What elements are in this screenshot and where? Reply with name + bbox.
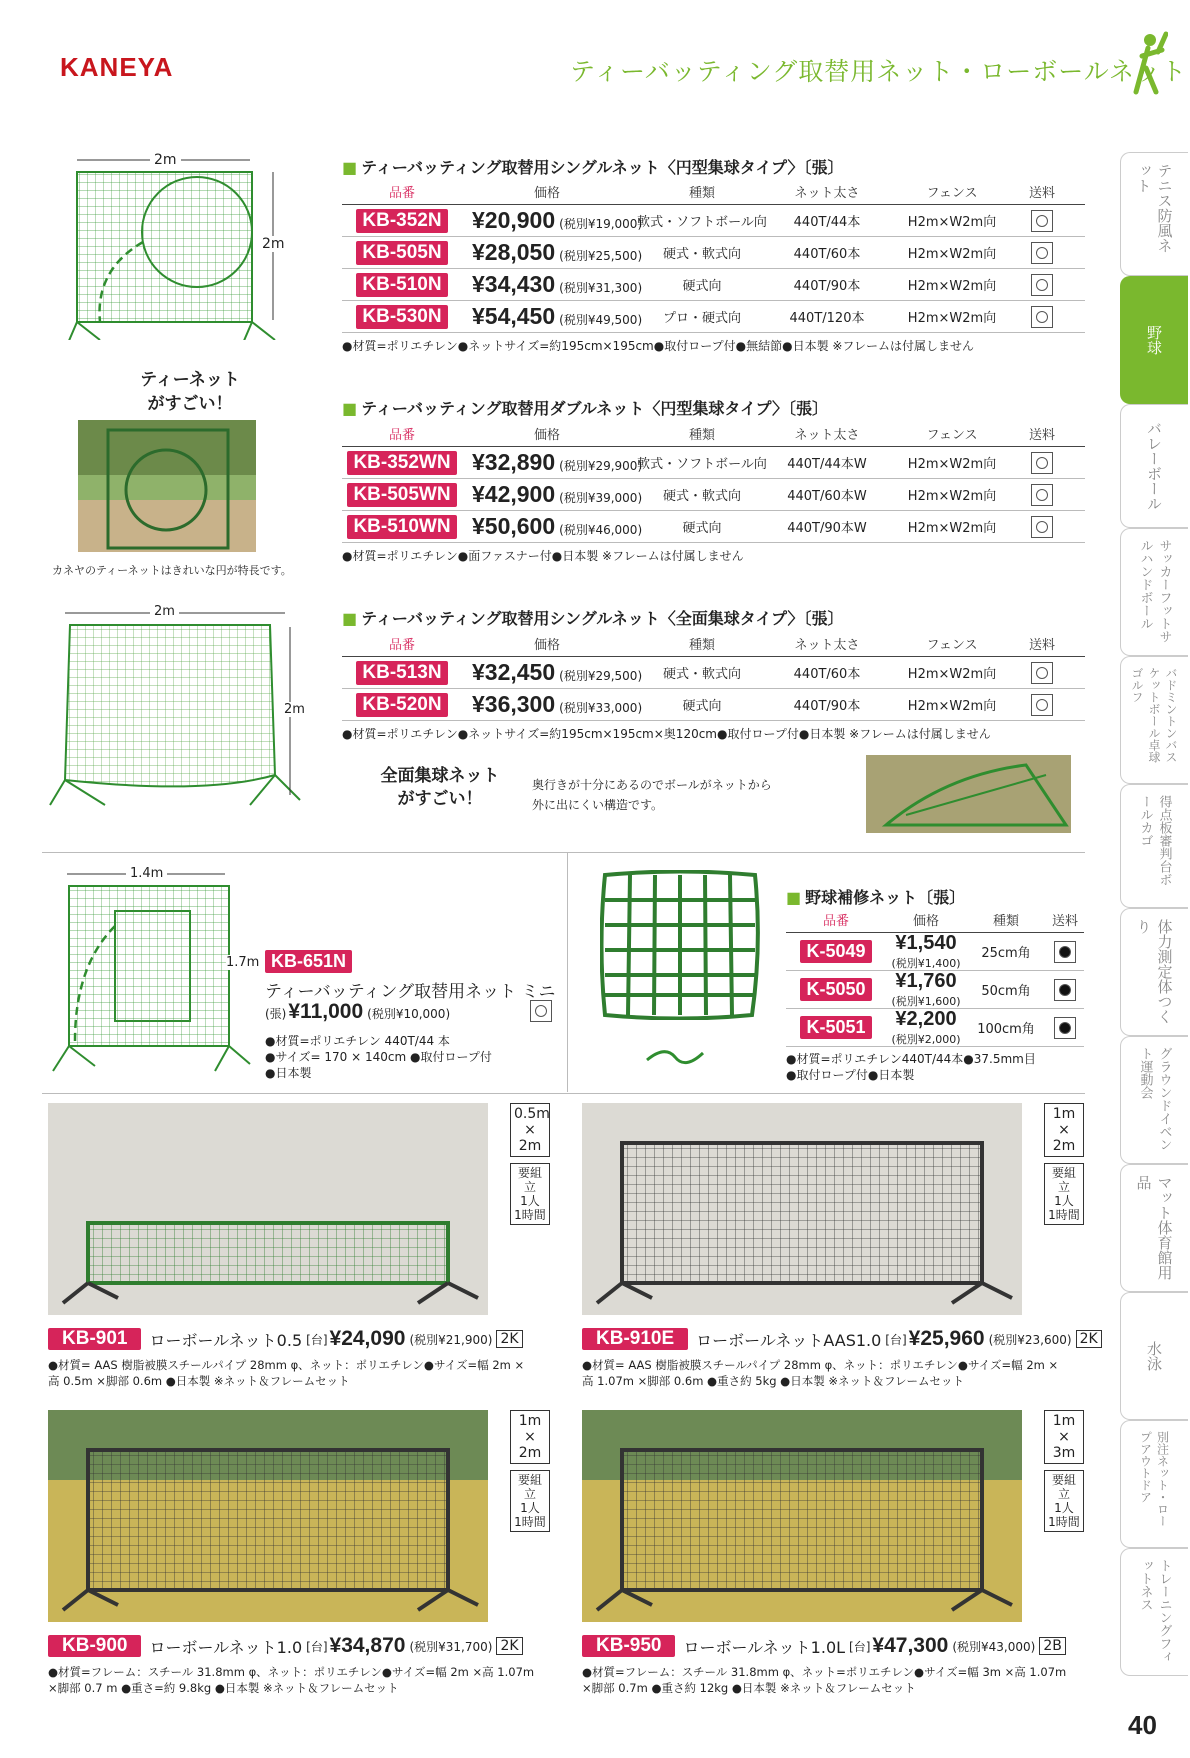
repair-notes xyxy=(786,1051,1084,1083)
type: 硬式・軟式向 xyxy=(662,667,741,682)
table-double-circle xyxy=(342,424,1085,564)
product-code: KB-510WN xyxy=(347,515,456,539)
side-tab-badminton[interactable]: バドミントンバスケットボール卓球ゴルフ xyxy=(1120,656,1188,784)
type: 硬式向 xyxy=(682,699,722,714)
tax: (税別¥29,500) xyxy=(559,669,643,683)
dim-height: 2m xyxy=(284,702,305,717)
price: ¥20,900 xyxy=(472,207,556,233)
note-line: ●材質=フレーム：スチール 31.8mm φ、ネット：ポリエチレン●サイズ=幅 2m ×高 1.07m xyxy=(48,1665,535,1679)
col-price: 価格 xyxy=(533,186,560,201)
promo-line1: 全面集球ネット xyxy=(380,766,500,786)
type: 硬式・軟式向 xyxy=(662,489,741,504)
product-notes xyxy=(48,1357,524,1389)
section-title-repair: ■ 野球補修ネット〔張〕 xyxy=(786,888,966,907)
product-code: KB-910E xyxy=(582,1328,688,1350)
full-net-photo xyxy=(866,755,1071,833)
section-title-double-circle: ■ ティーバッティング取替用ダブルネット〈円型集球タイプ〉〔張〕 xyxy=(342,399,829,418)
tax: (税別¥19,000) xyxy=(559,217,643,231)
ship-icon xyxy=(1031,662,1053,684)
assembly-label: 要組立 1人 1時間 xyxy=(510,1163,550,1225)
note-line: ●材質=フレーム：スチール 31.8mm φ、ネット=ポリエチレン●サイズ=幅 3m ×高 1.07m xyxy=(582,1665,1067,1679)
lowball-product xyxy=(48,1103,553,1403)
product-code: KB-352WN xyxy=(347,451,456,475)
product-name: ローボールネット0.5 xyxy=(149,1330,303,1350)
size-label: 0.5m × 2m xyxy=(510,1103,550,1157)
col-thickness: ネット太さ xyxy=(794,186,860,201)
spec-note: ●材質=ポリエチレン●ネットサイズ=約195cm×195cm●取付ロープ付●無結節●日本製 ※フレームは付属しません xyxy=(342,339,974,353)
type: 硬式向 xyxy=(682,279,722,294)
col-code: 品番 xyxy=(822,914,849,929)
ship-icon xyxy=(1031,306,1053,328)
tax: (税別¥29,900) xyxy=(559,459,643,473)
table-row xyxy=(786,1009,1084,1047)
side-tab-mat[interactable]: マット体育館用品 xyxy=(1120,1164,1188,1292)
table-header xyxy=(342,424,1085,447)
ship-icon xyxy=(1031,274,1053,296)
price: ¥36,300 xyxy=(472,691,556,717)
size-box xyxy=(1044,1103,1084,1225)
tax: (税別¥39,000) xyxy=(559,491,643,505)
product-photo xyxy=(582,1103,1022,1315)
tax: (税別¥31,700) xyxy=(409,1639,493,1654)
price: ¥47,300 xyxy=(872,1634,949,1657)
promo-text-line2: 外に出にくい構造です。 xyxy=(532,798,664,812)
product-code: KB-901 xyxy=(48,1328,141,1350)
tee-net-photo xyxy=(78,420,256,552)
assembly-label: 要組立 1人 1時間 xyxy=(1044,1470,1084,1532)
type: 硬式・軟式向 xyxy=(662,247,741,262)
page-title: ティーバッティング取替用ネット・ローボールネット xyxy=(570,57,1188,86)
mini-price-line xyxy=(265,1000,450,1024)
product-code: K-5050 xyxy=(800,978,871,1001)
fence: H2m×W2m向 xyxy=(907,521,997,536)
fence: H2m×W2m向 xyxy=(907,489,997,504)
product-name: ローボールネット1.0 xyxy=(149,1637,303,1657)
note-line: ●サイズ= 170 × 140cm ●取付ロープ付 xyxy=(265,1050,492,1064)
fence: H2m×W2m向 xyxy=(907,457,997,472)
col-thickness: ネット太さ xyxy=(794,428,860,443)
tax: (税別¥46,000) xyxy=(559,523,643,537)
full-net-diagram xyxy=(45,605,305,815)
tax: (税別¥1,400) xyxy=(891,956,961,970)
product-line xyxy=(48,1327,523,1351)
price: ¥34,430 xyxy=(472,271,556,297)
side-tab-soccer[interactable]: サッカーフットサルハンドボール xyxy=(1120,528,1188,656)
ship-icon xyxy=(1031,516,1053,538)
section-title-single-circle: ■ ティーバッティング取替用シングルネット〈円型集球タイプ〉〔張〕 xyxy=(342,158,844,177)
product-line xyxy=(582,1634,1066,1658)
product-code: KB-530N xyxy=(356,305,447,329)
note-line: ×脚部 0.7m ●重さ約 12kg ●日本製 ※ネット＆フレームセット xyxy=(582,1681,916,1695)
circle-net-diagram xyxy=(55,150,295,340)
col-fence: フェンス xyxy=(926,186,978,201)
note-line: 高 0.5m ×脚部 0.6m ●日本製 ※ネット＆フレームセット xyxy=(48,1374,350,1388)
product-name: ローボールネット1.0L xyxy=(683,1637,846,1657)
product-line xyxy=(582,1327,1102,1351)
col-ship: 送料 xyxy=(1051,914,1078,929)
dim-width: 2m xyxy=(150,152,181,168)
tax: (税別¥43,000) xyxy=(952,1639,1036,1654)
price: ¥1,760 xyxy=(895,969,957,992)
promo-line1: ティーネット xyxy=(140,370,240,390)
side-tab-swimming[interactable]: 水泳 xyxy=(1120,1292,1188,1420)
fence: H2m×W2m向 xyxy=(907,247,997,262)
ship-code: 2K xyxy=(496,1330,522,1348)
col-code: 品番 xyxy=(388,638,415,653)
type: 軟式・ソフトボール向 xyxy=(637,215,767,230)
product-code: KB-505N xyxy=(356,241,447,265)
side-tab-baseball[interactable]: 野球 xyxy=(1120,276,1188,404)
tax: (税別¥49,500) xyxy=(559,313,643,327)
size-box xyxy=(510,1410,550,1532)
spec-note: ●材質=ポリエチレン●ネットサイズ=約195cm×195cm×奥120cm●取付ロープ付●日本製 ※フレームは付属しません xyxy=(342,727,991,741)
table-row xyxy=(786,933,1084,971)
tee-caption: カネヤのティーネットはきれいな円が特長です。 xyxy=(52,564,292,577)
product-name: ティーバッティング取替用ネット ミニ xyxy=(265,982,556,1002)
full-net-promo-text xyxy=(532,775,772,815)
thickness: 440T/90本 xyxy=(793,279,861,294)
price: ¥11,000 xyxy=(288,1000,364,1023)
product-code: KB-352N xyxy=(356,209,447,233)
col-thickness: ネット太さ xyxy=(794,638,860,653)
col-type: 種類 xyxy=(688,638,715,653)
type: 100cm角 xyxy=(977,1022,1035,1037)
side-tab-scoreboard[interactable]: 得点板審判台ボールカゴ xyxy=(1120,784,1188,908)
mini-net-diagram xyxy=(45,866,255,1076)
note-line: ●材質=ポリエチレン440T/44本●37.5mm目 xyxy=(786,1052,1036,1066)
unit: [台] xyxy=(306,1332,328,1347)
tax: (税別¥1,600) xyxy=(891,994,961,1008)
col-fence: フェンス xyxy=(926,638,978,653)
dim-height: 1.7m xyxy=(226,955,260,970)
product-notes xyxy=(582,1664,1066,1696)
size-label: 1m × 2m xyxy=(1044,1103,1084,1157)
dim-height: 2m xyxy=(262,236,285,252)
tax: (税別¥33,000) xyxy=(559,701,643,715)
tax: (税別¥21,900) xyxy=(409,1332,493,1347)
price: ¥50,600 xyxy=(472,513,556,539)
table-single-circle xyxy=(342,182,1085,354)
price: ¥25,960 xyxy=(908,1327,985,1350)
size-box xyxy=(1044,1410,1084,1532)
tee-promo xyxy=(100,368,280,416)
note-line: ●材質= AAS 樹脂被膜スチールパイプ 28mm φ、ネット：ポリエチレン●サイズ=幅 2m × xyxy=(48,1358,525,1372)
price: ¥32,450 xyxy=(472,659,556,685)
thickness: 440T/60本W xyxy=(787,489,867,504)
section-title-single-full: ■ ティーバッティング取替用シングルネット〈全面集球タイプ〉〔張〕 xyxy=(342,609,844,628)
price: ¥34,870 xyxy=(329,1634,406,1657)
type: プロ・硬式向 xyxy=(662,311,741,326)
table-header xyxy=(786,910,1084,933)
unit: [台] xyxy=(885,1332,907,1347)
fence: H2m×W2m向 xyxy=(907,215,997,230)
table-row xyxy=(342,447,1085,479)
price: ¥24,090 xyxy=(329,1327,406,1350)
col-price: 価格 xyxy=(533,428,560,443)
table-header xyxy=(342,634,1085,657)
lowball-product xyxy=(582,1103,1098,1403)
promo-text-line1: 奥行きが十分にあるのでボールがネットから xyxy=(532,778,772,792)
repair-net-image xyxy=(600,870,760,1020)
product-code: KB-510N xyxy=(356,273,447,297)
col-price: 価格 xyxy=(912,914,939,929)
side-tab-ground[interactable]: グラウンドイベント運動会 xyxy=(1120,1036,1188,1164)
type: 50cm角 xyxy=(981,984,1031,999)
product-photo xyxy=(48,1410,488,1622)
ship-icon xyxy=(1054,979,1076,1001)
product-photo xyxy=(582,1410,1022,1622)
note-line: ●材質= AAS 樹脂被膜スチールパイプ 28mm φ、ネット：ポリエチレン●サイズ=幅 2m × xyxy=(582,1358,1059,1372)
promo-line2: がすごい！ xyxy=(397,789,483,809)
product-code: K-5049 xyxy=(800,940,871,963)
lowball-product xyxy=(582,1410,1087,1710)
size-label: 1m × 2m xyxy=(510,1410,550,1464)
fence: H2m×W2m向 xyxy=(907,667,997,682)
promo-line2: がすごい！ xyxy=(147,394,233,414)
col-type: 種類 xyxy=(688,428,715,443)
ship-icon xyxy=(1031,452,1053,474)
fence: H2m×W2m向 xyxy=(907,279,997,294)
product-code: KB-513N xyxy=(356,661,447,685)
assembly-label: 要組立 1人 1時間 xyxy=(510,1470,550,1532)
batter-icon xyxy=(1128,30,1168,100)
price: ¥2,200 xyxy=(895,1007,957,1030)
thickness: 440T/60本 xyxy=(793,247,861,262)
table-row xyxy=(342,657,1085,689)
product-code: KB-505WN xyxy=(347,483,456,507)
product-code: KB-520N xyxy=(356,693,447,717)
side-tab-volleyball[interactable]: バレーボール xyxy=(1120,404,1188,528)
side-tab-custom-net[interactable]: 別注ネット・ロープアウトドア xyxy=(1120,1420,1188,1548)
tax: (税別¥10,000) xyxy=(367,1007,451,1021)
product-code: KB-950 xyxy=(582,1635,675,1657)
page-number: 40 xyxy=(1128,1710,1157,1740)
thickness: 440T/120本 xyxy=(789,311,865,326)
ship-icon xyxy=(1031,484,1053,506)
mini-notes xyxy=(265,1033,492,1081)
price: ¥32,890 xyxy=(472,449,556,475)
note-line: ●日本製 xyxy=(265,1066,312,1080)
table-header xyxy=(342,182,1085,205)
side-tab-list xyxy=(1120,152,1190,1676)
type: 25cm角 xyxy=(981,946,1031,961)
product-code: K-5051 xyxy=(800,1016,871,1039)
product-code: KB-651N xyxy=(265,950,352,973)
product-photo xyxy=(48,1103,488,1315)
type: 硬式向 xyxy=(682,521,722,536)
product-notes xyxy=(48,1664,534,1696)
col-ship: 送料 xyxy=(1028,638,1055,653)
col-code: 品番 xyxy=(388,428,415,443)
ship-icon xyxy=(1054,941,1076,963)
col-ship: 送料 xyxy=(1028,186,1055,201)
side-tab-tennis[interactable]: テニス防風ネット xyxy=(1120,152,1188,276)
size-box xyxy=(510,1103,550,1225)
full-net-promo xyxy=(365,765,515,811)
dim-width: 2m xyxy=(150,604,179,619)
thickness: 440T/90本 xyxy=(793,699,861,714)
ship-code: 2B xyxy=(1039,1637,1066,1655)
table-row xyxy=(342,301,1085,333)
col-ship: 送料 xyxy=(1028,428,1055,443)
divider xyxy=(42,852,1085,853)
tax: (税別¥25,500) xyxy=(559,249,643,263)
product-name: ローボールネットAAS1.0 xyxy=(696,1330,882,1350)
price: ¥42,900 xyxy=(472,481,556,507)
product-code: KB-900 xyxy=(48,1635,141,1657)
price: ¥1,540 xyxy=(895,931,957,954)
fence: H2m×W2m向 xyxy=(907,311,997,326)
unit: (張) xyxy=(265,1007,287,1021)
note-line: ×脚部 0.7 m ●重さ=約 9.8kg ●日本製 ※ネット＆フレームセット xyxy=(48,1681,399,1695)
ship-icon xyxy=(530,1000,552,1022)
unit: [台] xyxy=(849,1639,871,1654)
col-code: 品番 xyxy=(388,186,415,201)
table-row xyxy=(342,205,1085,237)
side-tab-training[interactable]: トレーニングフィットネス xyxy=(1120,1548,1188,1676)
price: ¥28,050 xyxy=(472,239,556,265)
thickness: 440T/44本W xyxy=(787,457,867,472)
table-row xyxy=(342,269,1085,301)
ship-code: 2K xyxy=(1076,1330,1102,1348)
table-row xyxy=(342,511,1085,543)
note-line: 高 1.07m ×脚部 0.6m ●重さ約 5kg ●日本製 ※ネット＆フレームセット xyxy=(582,1374,965,1388)
thickness: 440T/90本W xyxy=(787,521,867,536)
fence: H2m×W2m向 xyxy=(907,699,997,714)
note-line: ●材質=ポリエチレン 440T/44 本 xyxy=(265,1034,450,1048)
table-row xyxy=(342,689,1085,721)
col-type: 種類 xyxy=(688,186,715,201)
price: ¥54,450 xyxy=(472,303,556,329)
product-notes xyxy=(582,1357,1058,1389)
note-line: ●取付ロープ付●日本製 xyxy=(786,1068,915,1082)
table-row xyxy=(786,971,1084,1009)
col-fence: フェンス xyxy=(926,428,978,443)
ship-icon xyxy=(1031,210,1053,232)
tax: (税別¥2,000) xyxy=(891,1032,961,1046)
product-line xyxy=(48,1634,523,1658)
unit: [台] xyxy=(306,1639,328,1654)
table-row xyxy=(342,479,1085,511)
table-single-full xyxy=(342,634,1085,742)
table-row xyxy=(342,237,1085,269)
divider xyxy=(567,852,568,1092)
tax: (税別¥31,300) xyxy=(559,281,643,295)
tax: (税別¥23,600) xyxy=(988,1332,1072,1347)
ship-code: 2K xyxy=(496,1637,522,1655)
dim-width: 1.4m xyxy=(126,866,167,881)
divider xyxy=(42,1093,1085,1094)
ship-icon xyxy=(1054,1017,1076,1039)
spec-note: ●材質=ポリエチレン●面ファスナー付●日本製 ※フレームは付属しません xyxy=(342,549,744,563)
type: 軟式・ソフトボール向 xyxy=(637,457,767,472)
col-price: 価格 xyxy=(533,638,560,653)
side-tab-fitness-test[interactable]: 体力測定体つくり xyxy=(1120,908,1188,1036)
rope-icon xyxy=(645,1045,705,1070)
lowball-product xyxy=(48,1410,553,1710)
size-label: 1m × 3m xyxy=(1044,1410,1084,1464)
thickness: 440T/44本 xyxy=(793,215,861,230)
thickness: 440T/60本 xyxy=(793,667,861,682)
col-type: 種類 xyxy=(992,914,1019,929)
ship-icon xyxy=(1031,694,1053,716)
ship-icon xyxy=(1031,242,1053,264)
kaneya-logo: KANEYA xyxy=(60,52,174,82)
table-repair xyxy=(786,910,1084,1083)
assembly-label: 要組立 1人 1時間 xyxy=(1044,1163,1084,1225)
